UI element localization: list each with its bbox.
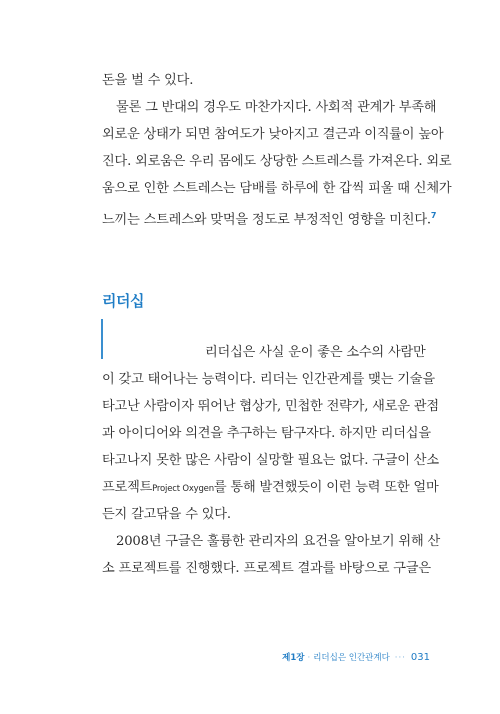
body-line: 타고난 사람이자 뛰어난 협상가, 민첩한 전략가, 새로운 관점 [102, 399, 439, 414]
body-line: 과 아이디어와 의견을 추구하는 탐구자다. 하지만 리더십을 [102, 426, 431, 441]
body-line-text: 프로젝트 [102, 480, 153, 495]
body-line: 진다. 외로움은 우리 몸에도 상당한 스트레스를 가져온다. 외로 [102, 154, 452, 169]
body-line: 외로운 상태가 되면 참여도가 낮아지고 결근과 이직률이 높아 [102, 127, 444, 142]
body-line [102, 479, 439, 498]
body-line-text: 느끼는 스트레스와 맞먹을 정도로 부정적인 영향을 미친다. [102, 212, 431, 228]
page-number: 031 [410, 652, 430, 663]
footer-dots: ··· [394, 653, 406, 663]
body-line [102, 207, 437, 229]
body-line: 움으로 인한 스트레스는 담배를 하루에 한 갑씩 피울 때 신체가 [102, 181, 452, 196]
footer-chapter-title: 리더십은 인간관계다 [313, 653, 390, 663]
body-line: 물론 그 반대의 경우도 마찬가지다. 사회적 관계가 부족해 [116, 100, 437, 115]
body-line: 2008년 구글은 훌륭한 관리자의 요건을 알아보기 위해 산 [116, 534, 441, 549]
body-line: 돈을 벌 수 있다. [102, 73, 194, 88]
inline-english-term: Project Oxygen [152, 484, 214, 494]
footer-chapter: 제1장 [282, 653, 305, 663]
page-footer [282, 651, 430, 663]
body-line: 리더십은 사실 운이 좋은 소수의 사람만 [205, 345, 426, 360]
footer-separator: · [307, 653, 311, 663]
body-line: 든지 갈고닦을 수 있다. [102, 507, 231, 522]
body-line: 타고나지 못한 많은 사람이 실망할 필요는 없다. 구글이 산소 [102, 453, 439, 468]
body-line-text: 를 통해 발견했듯이 이런 능력 또한 얼마 [213, 480, 439, 495]
footnote-reference: 7 [430, 211, 437, 220]
decorative-bar [101, 319, 103, 359]
body-line: 소 프로젝트를 진행했다. 프로젝트 결과를 바탕으로 구글은 [102, 561, 431, 576]
body-line: 이 갖고 태어나는 능력이다. 리더는 인간관계를 맺는 기술을 [102, 372, 435, 387]
section-heading: 리더십 [102, 292, 144, 310]
